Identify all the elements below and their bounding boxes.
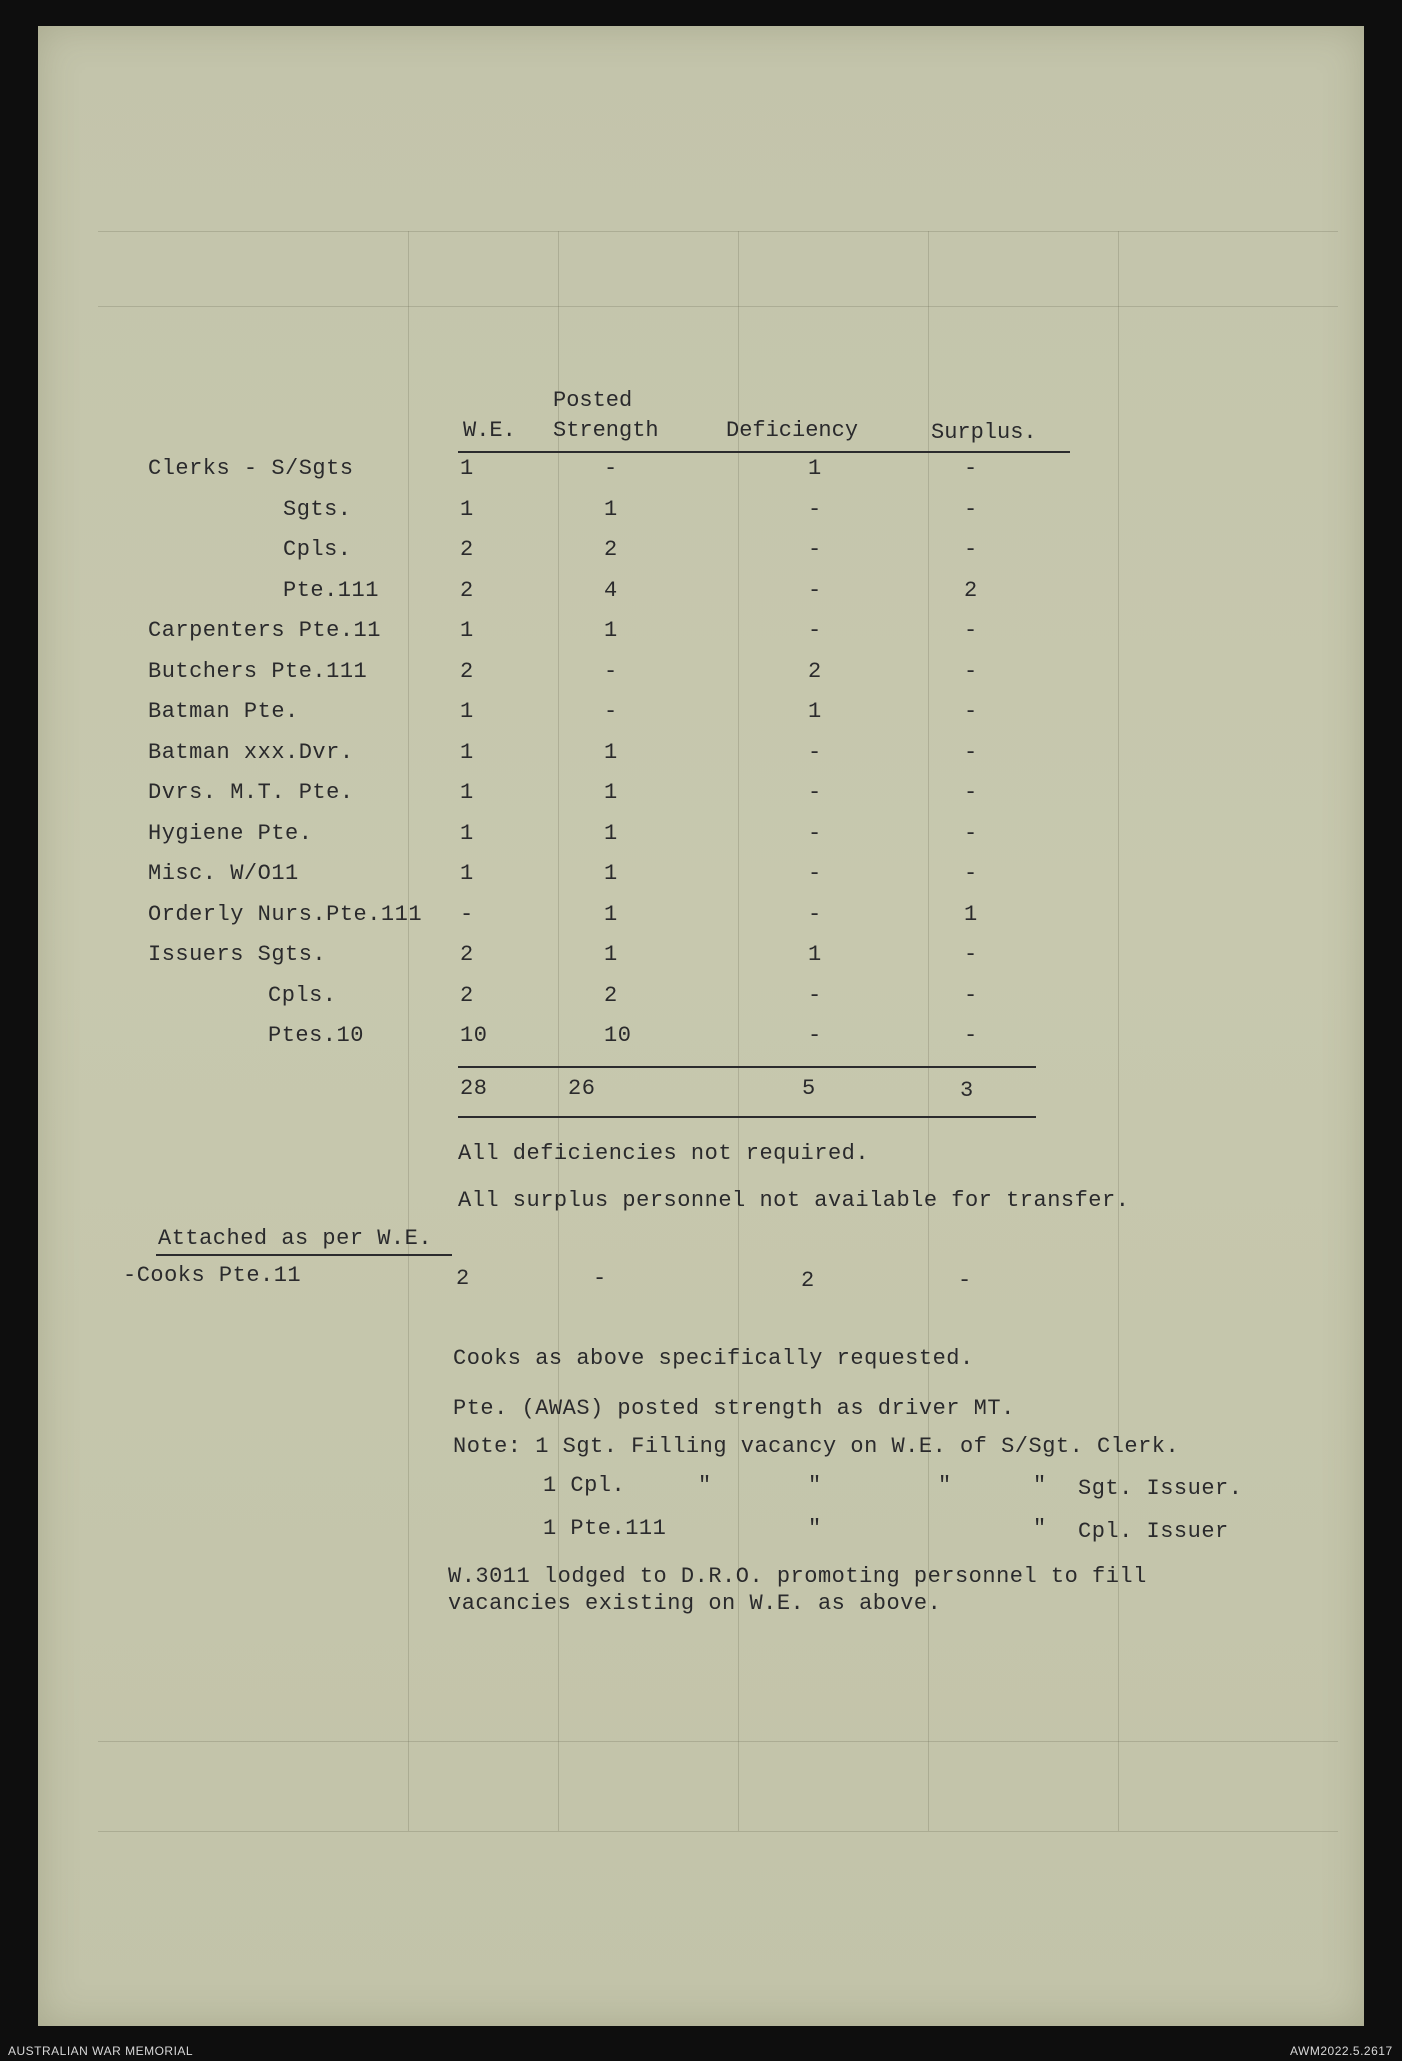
row-we: 2 (460, 577, 474, 603)
attached-label: -Cooks Pte.11 (123, 1263, 302, 1288)
row-posted: 1 (604, 618, 618, 643)
row-we: 1 (460, 618, 474, 643)
table-row (38, 942, 1364, 980)
note-surplus: All surplus personnel not available for transfer. (458, 1188, 1130, 1213)
row-surplus: - (964, 496, 978, 522)
row-posted: 1 (604, 780, 618, 805)
row-we: 1 (460, 699, 474, 724)
row-we: 2 (460, 982, 474, 1008)
row-posted: - (604, 658, 618, 684)
totals-rule-top (458, 1066, 1036, 1068)
attached-heading: Attached as per W.E. (158, 1226, 433, 1251)
row-label: Sgts. (283, 496, 352, 522)
row-deficiency: 1 (808, 699, 822, 724)
row-posted: 1 (604, 496, 618, 522)
table-row (38, 902, 1364, 940)
row-deficiency: - (808, 618, 822, 643)
row-posted: - (604, 699, 618, 724)
ghost-rule (98, 1831, 1338, 1832)
remark-note-line2-b: " (698, 1473, 712, 1498)
total-we: 28 (460, 1076, 488, 1101)
remark-note-line2-a: 1 Cpl. (543, 1473, 626, 1498)
row-deficiency: - (808, 537, 822, 562)
table-row (38, 740, 1364, 778)
header-underline (458, 451, 1070, 453)
row-deficiency: - (808, 820, 822, 846)
total-surplus: 3 (960, 1078, 974, 1103)
row-posted: 10 (604, 1023, 632, 1048)
row-surplus: - (964, 739, 978, 765)
row-label: Carpenters Pte.11 (148, 618, 381, 643)
row-label: Hygiene Pte. (148, 820, 313, 846)
row-surplus: - (964, 618, 978, 643)
row-surplus: - (964, 820, 978, 846)
table-row (38, 699, 1364, 737)
row-posted: 1 (604, 820, 618, 846)
table-row (38, 497, 1364, 535)
row-label: Batman Pte. (148, 699, 299, 724)
row-label: Pte.111 (283, 577, 379, 603)
row-deficiency: 2 (808, 658, 822, 684)
row-we: 1 (460, 780, 474, 805)
row-we: 2 (460, 537, 474, 562)
row-we: 1 (460, 496, 474, 522)
row-we: 2 (460, 658, 474, 684)
footer-accession: AWM2022.5.2617 (1290, 2044, 1393, 2058)
row-surplus: - (964, 658, 978, 684)
row-label: Cpls. (283, 537, 352, 562)
attached-we: 2 (456, 1266, 470, 1291)
row-posted: 2 (604, 537, 618, 562)
remark-awas: Pte. (AWAS) posted strength as driver MT. (453, 1396, 1015, 1421)
remark-note-line1: Note: 1 Sgt. Filling vacancy on W.E. of S/Sgt. Clerk. (453, 1434, 1180, 1459)
row-label: Dvrs. M.T. Pte. (148, 780, 354, 805)
row-label: Cpls. (268, 982, 337, 1008)
table-row (38, 578, 1364, 616)
row-deficiency: - (808, 861, 822, 886)
row-surplus: - (964, 982, 978, 1008)
row-deficiency: 1 (808, 942, 822, 967)
footer-institution: AUSTRALIAN WAR MEMORIAL (8, 2044, 194, 2058)
remark-note-line3-c: " (1033, 1516, 1047, 1541)
row-surplus: - (964, 780, 978, 805)
attached-posted: - (593, 1266, 607, 1291)
row-posted: 1 (604, 901, 618, 927)
row-deficiency: - (808, 780, 822, 805)
table-row (38, 821, 1364, 859)
remark-note-line2-d: " (938, 1473, 952, 1498)
remark-note-line3-d: Cpl. Issuer (1078, 1519, 1229, 1544)
total-posted: 26 (568, 1076, 596, 1101)
header-surplus: Surplus. (931, 420, 1037, 445)
remark-note-line2-e: " (1033, 1473, 1047, 1498)
row-deficiency: 1 (808, 456, 822, 481)
row-label: Butchers Pte.111 (148, 658, 368, 684)
remark-note-line2-f: Sgt. Issuer. (1078, 1476, 1243, 1501)
header-we: W.E. (463, 418, 516, 443)
row-we: 10 (460, 1023, 488, 1048)
remark-note-line3-b: " (808, 1516, 822, 1541)
row-posted: 1 (604, 942, 618, 967)
row-we: 2 (460, 942, 474, 967)
row-deficiency: - (808, 739, 822, 765)
remark-w3011-line2: vacancies existing on W.E. as above. (448, 1591, 942, 1616)
row-surplus: - (964, 1023, 978, 1048)
totals-rule-bottom (458, 1116, 1036, 1118)
row-we: 1 (460, 820, 474, 846)
row-deficiency: - (808, 1023, 822, 1048)
row-label: Orderly Nurs.Pte.111 (148, 901, 423, 927)
table-row (38, 456, 1364, 494)
row-label: Ptes.10 (268, 1023, 364, 1048)
row-surplus: - (964, 456, 978, 481)
header-posted-top: Posted (553, 388, 633, 413)
header-posted-bottom: Strength (553, 418, 659, 443)
table-row (38, 1023, 1364, 1061)
row-surplus: - (964, 537, 978, 562)
note-deficiencies: All deficiencies not required. (458, 1141, 870, 1166)
attached-surplus: - (958, 1268, 972, 1293)
row-posted: 2 (604, 982, 618, 1008)
row-we: 1 (460, 739, 474, 765)
table-row (38, 537, 1364, 575)
row-deficiency: - (808, 982, 822, 1008)
table-row (38, 780, 1364, 818)
row-label: Batman xxx.Dvr. (148, 739, 354, 765)
row-label: Clerks - S/Sgts (148, 456, 354, 481)
row-posted: 1 (604, 861, 618, 886)
row-surplus: - (964, 942, 978, 967)
document-page (38, 26, 1364, 2026)
row-posted: 4 (604, 577, 618, 603)
remark-w3011-line1: W.3011 lodged to D.R.O. promoting personnel to fill (448, 1564, 1147, 1589)
table-row (38, 861, 1364, 899)
table-row (38, 659, 1364, 697)
row-deficiency: - (808, 901, 822, 927)
ghost-rule (98, 1741, 1338, 1742)
total-deficiency: 5 (802, 1076, 816, 1101)
row-we: 1 (460, 456, 474, 481)
ghost-rule (98, 306, 1338, 307)
row-posted: - (604, 456, 618, 481)
row-surplus: 1 (964, 901, 978, 927)
row-surplus: 2 (964, 577, 978, 603)
row-label: Misc. W/O11 (148, 861, 299, 886)
remark-note-line3-a: 1 Pte.111 (543, 1516, 667, 1541)
row-we: - (460, 901, 474, 927)
row-surplus: - (964, 699, 978, 724)
row-surplus: - (964, 861, 978, 886)
row-posted: 1 (604, 739, 618, 765)
remark-cooks: Cooks as above specifically requested. (453, 1346, 974, 1371)
table-row (38, 618, 1364, 656)
row-deficiency: - (808, 577, 822, 603)
table-row (38, 983, 1364, 1021)
attached-underline (156, 1254, 452, 1256)
row-we: 1 (460, 861, 474, 886)
ghost-rule (98, 231, 1338, 232)
row-label: Issuers Sgts. (148, 942, 327, 967)
remark-note-line2-c: " (808, 1473, 822, 1498)
header-deficiency: Deficiency (726, 418, 859, 443)
row-deficiency: - (808, 496, 822, 522)
attached-deficiency: 2 (801, 1268, 815, 1293)
